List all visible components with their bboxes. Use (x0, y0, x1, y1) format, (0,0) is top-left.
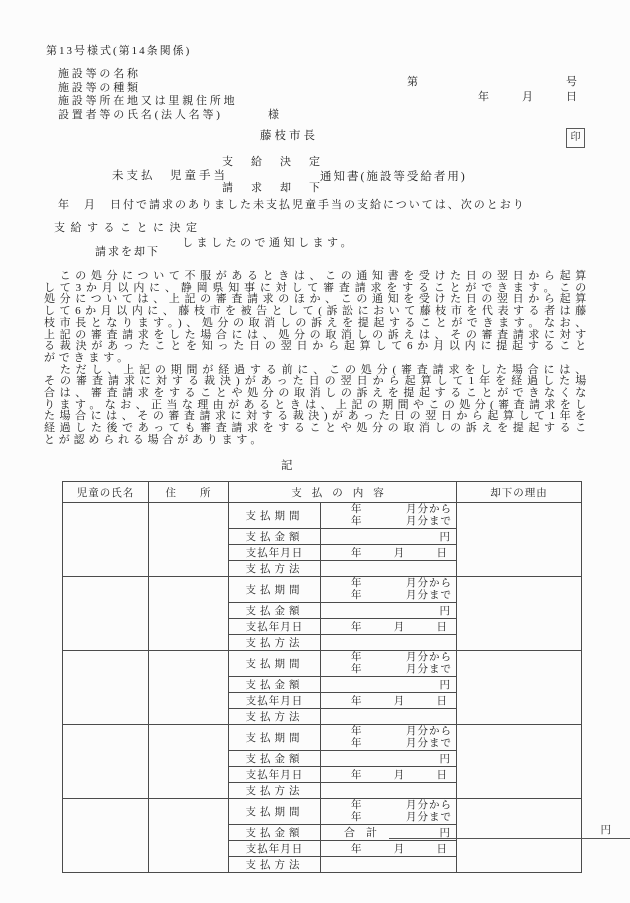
facility-name-label: 施設等の名称 (58, 68, 141, 80)
period-to-year: 年 (351, 737, 363, 749)
address-cell (149, 651, 229, 725)
paragraph-line: ができます。 (44, 351, 132, 364)
issuer-title: 藤枝市長 (260, 130, 318, 142)
payment-period-cell (321, 651, 457, 677)
pay-day-label: 日 (436, 696, 448, 707)
rejection-reason-cell (457, 725, 582, 799)
payment-period-cell (321, 577, 457, 603)
payment-method-cell (321, 783, 457, 799)
payment-amount-cell (321, 677, 457, 693)
child-name-cell (63, 503, 149, 577)
amount-unit: 円 (439, 828, 450, 839)
payment-period-label: 支払期間 (229, 799, 321, 825)
table-row (63, 651, 582, 677)
payment-amount-cell (321, 603, 457, 619)
payment-table (62, 481, 582, 873)
table-row (63, 503, 582, 529)
payment-date-cell (321, 767, 457, 783)
period-to-suffix: 月分まで (406, 737, 452, 749)
pay-month-label: 月 (393, 696, 406, 707)
honorific-sama: 様 (268, 109, 279, 121)
body-intro-line: 年 月 日付で請求のありました未支払児童手当の支給については、次のとおり (58, 199, 526, 211)
paragraph-line: ります。なお、正当な理由があるときは、上記の期間やこの処分(審査請求をし (44, 398, 590, 411)
payment-period-cell (321, 725, 457, 751)
period-to-year: 年 (351, 515, 363, 527)
table-row (63, 725, 582, 751)
title-left: 未支払 児童手当 (112, 170, 228, 182)
payment-method-cell (321, 561, 457, 577)
facility-address-label: 施設等所在地又は里親住所地 (58, 95, 238, 108)
date-day-label: 日 (566, 91, 577, 103)
pay-year-label: 年 (351, 770, 363, 781)
pay-day-label: 日 (436, 844, 448, 855)
payment-method-cell (321, 857, 457, 873)
paragraph-line: して3か月以内に、静岡県知事に対して審査請求をすることができます。この (44, 281, 590, 294)
payment-method-label: 支払方法 (229, 635, 321, 651)
paragraph-line: して6か月以内に、藤枝市を被告として(訴訟において藤枝市を代表する者は藤 (44, 305, 590, 318)
payment-date-label: 支払年月日 (229, 545, 321, 561)
period-from-suffix: 月分から (406, 725, 452, 737)
payment-method-label: 支払方法 (229, 709, 321, 725)
paragraph-line: 処分については、上記の審査請求のほか、この通知を受けた日の翌日から起算 (44, 293, 590, 306)
seal-stamp: 印 (566, 128, 585, 148)
pay-day-label: 日 (436, 770, 448, 781)
period-from-year: 年 (351, 725, 363, 737)
period-from-suffix: 月分から (406, 503, 452, 515)
total-label: 合 計 (344, 827, 377, 839)
doc-number-suffix: 号 (566, 76, 577, 88)
payment-amount-cell (321, 751, 457, 767)
period-from-year: 年 (351, 799, 363, 811)
period-to-year: 年 (351, 589, 363, 601)
pay-year-label: 年 (351, 696, 363, 707)
paragraph-line: とが認められる場合があります。 (44, 433, 266, 446)
payment-method-label: 支払方法 (229, 561, 321, 577)
payment-amount-label: 支払金額 (229, 825, 321, 841)
paragraph-line: 枝市長となります。)、処分の取消しの訴えを提起することができます。なお、 (44, 316, 590, 329)
total-amount-underline (389, 825, 630, 839)
title-option-grant: 支 給 決 定 (222, 156, 324, 168)
record-marker: 記 (281, 460, 293, 472)
payment-method-cell (321, 635, 457, 651)
paragraph-line: その審査請求に対する裁決)があった日の翌日から起算して1年を経過した場 (44, 375, 590, 388)
date-line (478, 91, 577, 103)
period-from-year: 年 (351, 577, 363, 589)
pay-month-label: 月 (393, 844, 406, 855)
payment-date-cell (321, 693, 457, 709)
header-rejection-reason: 却下の理由 (457, 482, 582, 503)
payment-amount-cell (321, 529, 457, 545)
header-address: 住 所 (149, 482, 229, 503)
amount-unit: 円 (439, 532, 450, 543)
period-from-year: 年 (351, 503, 363, 515)
table-header-row (63, 482, 582, 503)
period-from-suffix: 月分から (406, 577, 452, 589)
pay-month-label: 月 (393, 548, 406, 559)
address-cell (149, 725, 229, 799)
period-from-suffix: 月分から (406, 799, 452, 811)
body-closing: しましたので通知します。 (182, 237, 356, 249)
pay-year-label: 年 (351, 548, 363, 559)
payment-method-cell (321, 709, 457, 725)
pay-year-label: 年 (351, 622, 363, 633)
payment-amount-label: 支払金額 (229, 603, 321, 619)
child-name-cell (63, 651, 149, 725)
child-name-cell (63, 725, 149, 799)
amount-unit: 円 (439, 680, 450, 691)
payment-amount-label: 支払金額 (229, 677, 321, 693)
payment-date-label: 支払年月日 (229, 841, 321, 857)
period-to-year: 年 (351, 811, 363, 823)
legal-notice (44, 271, 590, 447)
date-year-label: 年 (478, 91, 489, 103)
payment-period-cell (321, 503, 457, 529)
payment-date-label: 支払年月日 (229, 767, 321, 783)
payment-amount-label: 支払金額 (229, 751, 321, 767)
doc-number-prefix: 第 (407, 76, 418, 88)
child-name-cell (63, 577, 149, 651)
addressee-block (58, 68, 237, 122)
body-option-grant: 支給することに決定 (54, 222, 203, 234)
period-from-suffix: 月分から (406, 651, 452, 663)
document-number-line (407, 76, 577, 88)
date-month-label: 月 (522, 91, 533, 103)
payment-period-label: 支払期間 (229, 725, 321, 751)
paragraph-line: る裁決があったことを知った日の翌日から起算して6か月以内に提起すること (44, 340, 590, 353)
payment-period-label: 支払期間 (229, 503, 321, 529)
facility-type-label: 施設等の種類 (58, 81, 141, 94)
payment-method-label: 支払方法 (229, 783, 321, 799)
form-number: 第13号様式(第14条関係) (46, 45, 192, 57)
founder-name-label: 設置者等の氏名(法人名等) (58, 108, 223, 121)
paragraph-line: 経過した後であっても審査請求をすることや処分の取消しの訴えを提起するこ (44, 422, 590, 435)
total-unit: 円 (600, 825, 611, 836)
payment-amount-label: 支払金額 (229, 529, 321, 545)
pay-day-label: 日 (436, 622, 448, 633)
payment-period-label: 支払期間 (229, 577, 321, 603)
total-row (344, 825, 630, 839)
paragraph-deadline (44, 365, 590, 447)
child-name-cell (63, 799, 149, 873)
payment-date-label: 支払年月日 (229, 619, 321, 635)
table-row (63, 577, 582, 603)
title-option-reject: 請 求 却 下 (222, 182, 324, 194)
payment-method-label: 支払方法 (229, 857, 321, 873)
amount-unit: 円 (439, 606, 450, 617)
payment-date-label: 支払年月日 (229, 693, 321, 709)
paragraph-line: た場合には、その審査請求に対する裁決)があった日の翌日から起算して1年を (44, 410, 590, 423)
pay-year-label: 年 (351, 844, 363, 855)
rejection-reason-cell (457, 503, 582, 577)
header-child-name: 児童の氏名 (63, 482, 149, 503)
header-payment-content: 支払の内容 (229, 482, 457, 503)
period-to-suffix: 月分まで (406, 663, 452, 675)
payment-date-cell (321, 841, 457, 857)
period-to-suffix: 月分まで (406, 811, 452, 823)
period-to-year: 年 (351, 663, 363, 675)
paragraph-line: 合は、審査請求をすることや処分の取消しの訴えを提起することができなくな (44, 387, 590, 400)
address-cell (149, 577, 229, 651)
paragraph-appeal (44, 271, 590, 365)
paragraph-line: ただし、上記の期間が経過する前に、この処分(審査請求をした場合には、 (44, 363, 590, 376)
period-to-suffix: 月分まで (406, 515, 452, 527)
body-option-reject: 請求を却下 (95, 246, 160, 258)
payment-date-cell (321, 619, 457, 635)
period-to-suffix: 月分まで (406, 589, 452, 601)
pay-month-label: 月 (393, 622, 406, 633)
address-cell (149, 799, 229, 873)
address-cell (149, 503, 229, 577)
period-from-year: 年 (351, 651, 363, 663)
pay-month-label: 月 (393, 770, 406, 781)
rejection-reason-cell (457, 577, 582, 651)
title-right: 通知書(施設等受給者用) (320, 171, 467, 183)
payment-date-cell (321, 545, 457, 561)
paragraph-line: この処分について不服があるときは、この通知書を受けた日の翌日から起算 (44, 270, 590, 282)
pay-day-label: 日 (436, 548, 448, 559)
payment-period-label: 支払期間 (229, 651, 321, 677)
table-row (63, 799, 582, 825)
amount-unit: 円 (439, 754, 450, 765)
rejection-reason-cell (457, 651, 582, 725)
paragraph-line: 上記の審査請求をした場合には、処分の取消しの訴えは、その審査請求に対す (44, 328, 590, 341)
payment-period-cell (321, 799, 457, 825)
